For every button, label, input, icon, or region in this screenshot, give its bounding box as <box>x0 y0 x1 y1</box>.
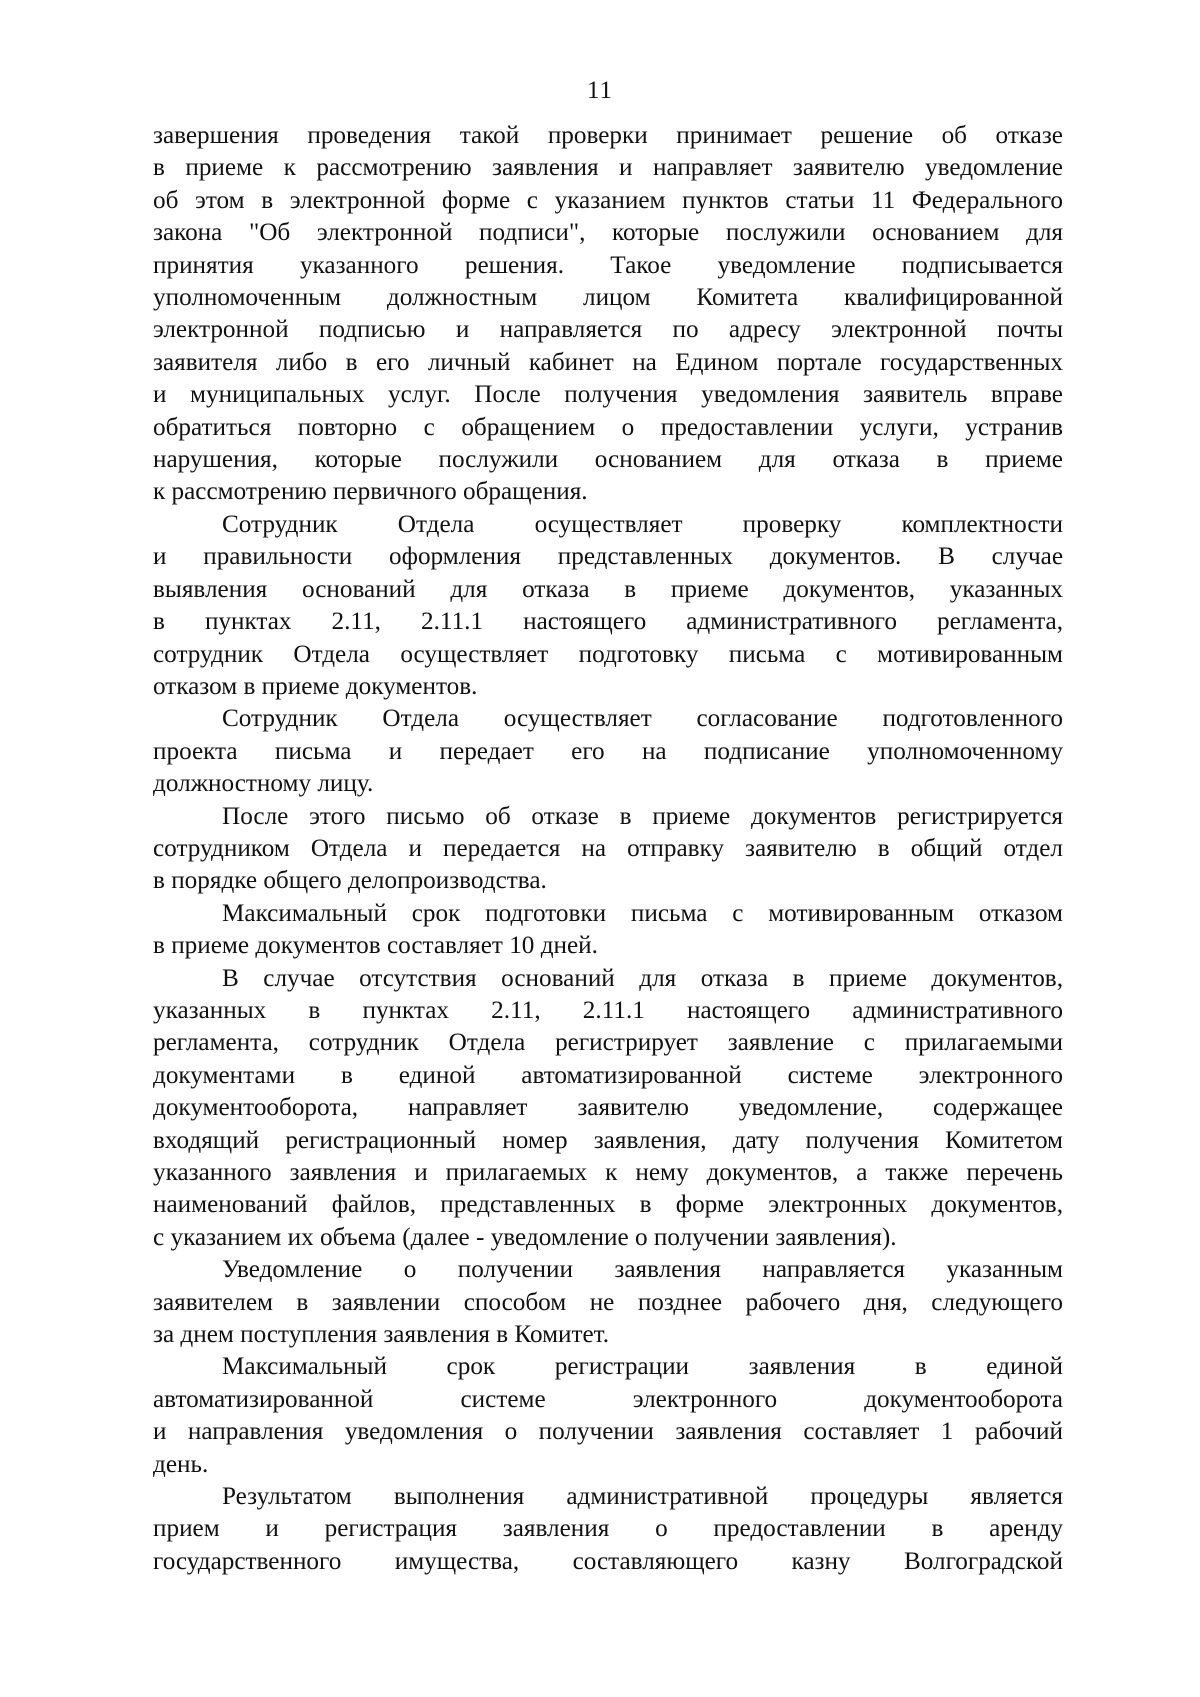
text-line: принятия указанного решения. Такое уведомление подписывается <box>153 251 1063 279</box>
text-line: заявителем в заявлении способом не позднее рабочего дня, следующего <box>153 1288 1063 1316</box>
paragraph <box>153 1351 1063 1481</box>
text-line: уполномоченным должностным лицом Комитета квалифицированной <box>153 284 1063 312</box>
text-line: входящий регистрационный номер заявления, дату получения Комитетом <box>153 1126 1063 1154</box>
text-line: указанных в пунктах 2.11, 2.11.1 настоящего административного <box>153 996 1063 1024</box>
text-line: нарушения, которые послужили основанием для отказа в приеме <box>153 446 1063 474</box>
text-line: в приеме документов составляет 10 дней. <box>153 932 598 960</box>
text-line: указанного заявления и прилагаемых к нему документов, а также перечень <box>153 1159 1063 1186</box>
text-line: наименований файлов, представленных в форме электронных документов, <box>153 1191 1063 1219</box>
paragraph <box>153 120 1063 509</box>
text-line: заявителя либо в его личный кабинет на Едином портале государственных <box>153 348 1063 376</box>
text-line: завершения проведения такой проверки принимает решение об отказе <box>153 122 1063 149</box>
text-line: к рассмотрению первичного обращения. <box>153 478 588 506</box>
text-line: и направления уведомления о получении заявления составляет 1 рабочий <box>153 1418 1063 1446</box>
paragraph <box>153 509 1063 703</box>
text-line: прием и регистрация заявления о предоставлении в аренду <box>153 1515 1063 1543</box>
text-line: день. <box>153 1450 209 1478</box>
text-line: документооборота, направляет заявителю уведомление, содержащее <box>153 1094 1063 1122</box>
text-line: в пунктах 2.11, 2.11.1 настоящего административного регламента, <box>153 608 1063 636</box>
paragraph <box>153 1481 1063 1578</box>
paragraph <box>153 963 1063 1255</box>
page-number: 11 <box>586 77 614 104</box>
text-line: в приеме к рассмотрению заявления и направляет заявителю уведомление <box>153 154 1063 182</box>
text-line: с указанием их объема (далее - уведомление о получении заявления). <box>153 1223 897 1251</box>
text-line: за днем поступления заявления в Комитет. <box>153 1321 610 1349</box>
text-line: сотрудник Отдела осуществляет подготовку письма с мотивированным <box>153 640 1063 668</box>
text-line: должностному лицу. <box>153 770 374 798</box>
text-line: документами в единой автоматизированной системе электронного <box>153 1061 1063 1089</box>
text-line: электронной подписью и направляется по адресу электронной почты <box>153 316 1063 344</box>
text-line: и муниципальных услуг. После получения уведомления заявитель вправе <box>153 381 1063 409</box>
text-line: регламента, сотрудник Отдела регистрирует заявление с прилагаемыми <box>153 1029 1063 1057</box>
text-line: закона "Об электронной подписи", которые послужили основанием для <box>153 219 1063 247</box>
paragraph <box>153 898 1063 963</box>
document-body <box>153 120 1063 1578</box>
text-line: Сотрудник Отдела осуществляет проверку комплектности <box>222 510 1063 538</box>
paragraph <box>153 801 1063 898</box>
text-line: Сотрудник Отдела осуществляет согласование подготовленного <box>222 705 1063 733</box>
text-line: проекта письма и передает его на подписание уполномоченному <box>153 737 1063 765</box>
text-line: автоматизированной системе электронного документооборота <box>153 1385 1063 1413</box>
text-line: После этого письмо об отказе в приеме документов регистрируется <box>222 802 1063 830</box>
paragraph <box>153 703 1063 800</box>
paragraph <box>153 1254 1063 1351</box>
text-line: В случае отсутствия оснований для отказа в приеме документов, <box>222 964 1063 992</box>
text-line: сотрудником Отдела и передается на отправку заявителю в общий отдел <box>153 834 1063 862</box>
text-line: отказом в приеме документов. <box>153 672 478 700</box>
text-line: об этом в электронной форме с указанием пунктов статьи 11 Федерального <box>153 186 1063 214</box>
text-line: в порядке общего делопроизводства. <box>153 867 547 895</box>
text-line: выявления оснований для отказа в приеме документов, указанных <box>153 575 1063 603</box>
text-line: обратиться повторно с обращением о предоставлении услуги, устранив <box>153 413 1063 441</box>
text-line: Максимальный срок регистрации заявления в единой <box>222 1353 1063 1381</box>
text-line: Результатом выполнения административной процедуры является <box>222 1483 1063 1511</box>
text-line: и правильности оформления представленных документов. В случае <box>153 543 1063 571</box>
text-line: Уведомление о получении заявления направляется указанным <box>222 1256 1063 1284</box>
text-line: Максимальный срок подготовки письма с мотивированным отказом <box>222 899 1063 927</box>
text-line: государственного имущества, составляющего казну Волгоградской <box>153 1547 1063 1575</box>
